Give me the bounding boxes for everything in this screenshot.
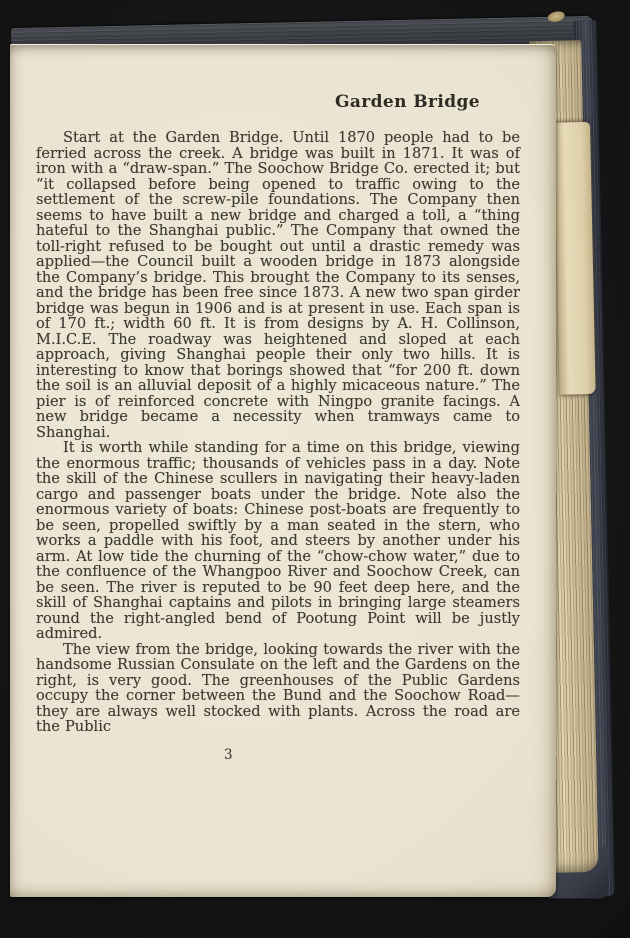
paragraph: It is worth while standing for a time on this bridge, viewing the enormous traffic; thousands of vehicles pass in a day. Note the skill of the Chinese scullers in navigating their heavy-laden cargo and passenger boats under the bridge. Note also the enormous variety of boats: Chinese post-boats are frequently to be seen, propelled swiftly by a man seated in the stern, who works a paddle with his foot, and steers by another under his arm. At low tide the churning of the “chow-chow water,” due to the confluence of the Whangpoo River and Soochow Creek, can be seen. The river is reputed to be 90 feet deep here, and the skill of Shanghai captains and pilots in bringing large steamers round the right-angled bend of Pootung Point will be justly admired.	[36, 439, 520, 642]
running-header: Garden Bridge	[334, 92, 480, 112]
body-text	[36, 130, 520, 735]
page-number: 3	[224, 746, 233, 763]
protruding-page-edge	[554, 122, 596, 395]
book-page	[10, 44, 556, 897]
page-content	[10, 45, 556, 897]
paragraph: Start at the Garden Bridge. Until 1870 people had to be ferried across the creek. A bridge was built in 1871. It was of iron with a “draw-span.” The Soochow Bridge Co. erected it; but “it collapsed before being opened to traffic owing to the settlement of the screw-pile foundations. The Company then seems to have built a new bridge and charged a toll, a “thing hateful to the Shanghai public.” The Company that owned the toll-right refused to be bought out until a drastic remedy was applied—the Council built a wooden bridge in 1873 alongside the Company’s bridge. This brought the Company to its senses, and the bridge has been free since 1873. A new two span girder bridge was begun in 1906 and is at present in use. Each span is of 170 ft.; width 60 ft. It is from designs by A. H. Collinson, M.I.C.E. The roadway was heightened and sloped at each approach, giving Shanghai people their only two hills. It is interesting to know that borings showed that “for 200 ft. down the soil is an alluvial deposit of a highly micaceous nature.” The pier is of reinforced concrete with Ningpo granite facings. A new bridge became a necessity when tramways came to Shanghai.	[36, 129, 520, 441]
paragraph: The view from the bridge, looking towards the river with the handsome Russian Consulate on the left and the Gardens on the right, is very good. The greenhouses of the Public Gardens occupy the corner between the Bund and the Soochow Road—they are always well stocked with plants. Across the road are the Public	[36, 640, 520, 735]
